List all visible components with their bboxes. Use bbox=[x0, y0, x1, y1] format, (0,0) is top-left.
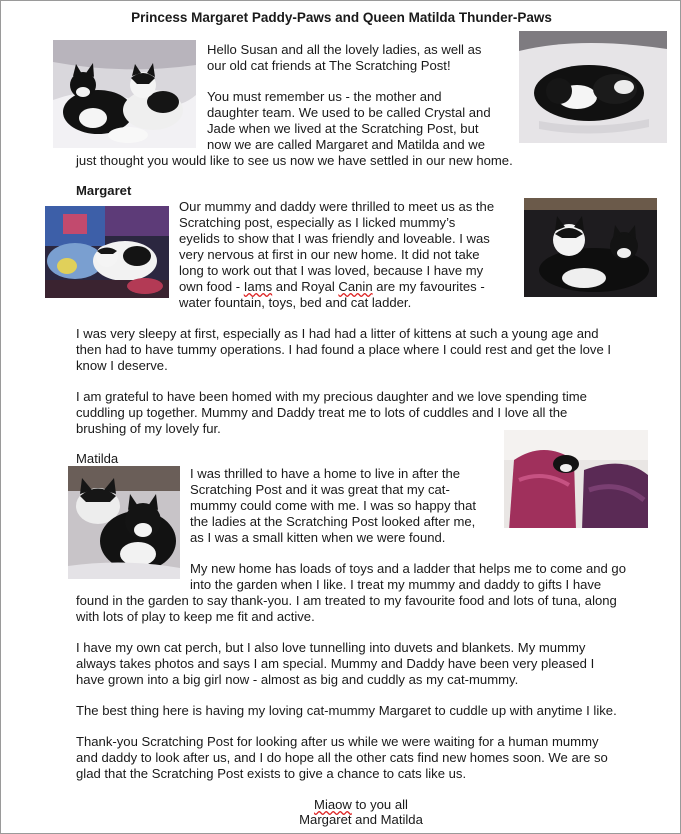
photo-cat-purple-cushion bbox=[504, 430, 648, 537]
margaret-para3-line: cuddling up together. Mummy and Daddy treat me to lots of cuddles and I love all the bbox=[76, 405, 568, 420]
photo-cats-close-up bbox=[68, 466, 180, 579]
food-intro: own food - bbox=[179, 279, 244, 294]
margaret-line: Our mummy and daddy were thrilled to meet us as the bbox=[179, 199, 495, 214]
margaret-line: very nervous at first in our new home. It did not take bbox=[179, 247, 480, 262]
margaret-line: eyelids to show that I was friendly and loveable. I was bbox=[179, 231, 490, 246]
margaret-para2-line: know I deserve. bbox=[76, 358, 168, 373]
matilda-line: Scratching Post and it was great that my cat- bbox=[190, 482, 450, 497]
photo-cats-dark-background bbox=[524, 198, 657, 297]
matilda-para3-line: I have my own cat perch, but I also love tunnelling into duvets and blankets. My mummy bbox=[76, 640, 586, 655]
intro-line: our old cat friends at The Scratching Post! bbox=[207, 58, 451, 73]
photo-cats-on-bed bbox=[53, 40, 196, 148]
matilda-line: as I was a small kitten when we were found. bbox=[190, 530, 446, 545]
matilda-para2-line: found in the garden to say thank-you. I am treated to my favourite food and lots of tuna, along bbox=[76, 593, 617, 608]
signoff-rest: to you all bbox=[351, 797, 408, 812]
margaret-para3-line: I am grateful to have been homed with my precious daughter and we love spending time bbox=[76, 389, 587, 404]
photo-cat-colourful-blanket bbox=[45, 206, 169, 298]
matilda-para4-line: The best thing here is having my loving cat-mummy Margaret to cuddle up with anytime I like. bbox=[76, 703, 617, 718]
food-and: and Royal bbox=[272, 279, 339, 294]
margaret-para3-line: brushing of my lovely fur. bbox=[76, 421, 221, 436]
signoff-line bbox=[1, 797, 681, 813]
margaret-line: water fountain, toys, bed and cat ladder. bbox=[179, 295, 412, 310]
matilda-para2-line: My new home has loads of toys and a ladder that helps me to come and go bbox=[190, 561, 626, 576]
food-rest: are my favourites - bbox=[372, 279, 485, 294]
matilda-para5-line: and daddy to look after us, and I do hope all the other cats find new homes soon. We are so bbox=[76, 750, 608, 765]
matilda-line: the ladies at the Scratching Post looked after me, bbox=[190, 514, 476, 529]
margaret-para2-line: I was very sleepy at first, especially as I had had a litter of kittens at such a young age and bbox=[76, 326, 599, 341]
section-heading-matilda: Matilda bbox=[76, 451, 119, 466]
signoff-names: Margaret and Matilda bbox=[299, 812, 423, 827]
page-title: Princess Margaret Paddy-Paws and Queen Matilda Thunder-Paws bbox=[131, 10, 552, 25]
photo-cats-curled bbox=[519, 31, 667, 143]
intro-line: now we are called Margaret and Matilda and we bbox=[207, 137, 486, 152]
margaret-line: Scratching post, especially as I licked mummy’s bbox=[179, 215, 456, 230]
matilda-line: mummy could come with me. I was so happy that bbox=[190, 498, 476, 513]
matilda-line: I was thrilled to have a home to live in after the bbox=[190, 466, 461, 481]
matilda-para2-line: with lots of play to keep me fit and active. bbox=[76, 609, 315, 624]
matilda-para5-line: Thank-you Scratching Post for looking after us while we were waiting for a human mummy bbox=[76, 734, 599, 749]
margaret-para2-line: then had to have tummy operations. I had found a place where I could rest and get the love I bbox=[76, 342, 612, 357]
signoff-miaow: Miaow bbox=[314, 797, 352, 812]
intro-line: daughter team. We used to be called Crystal and bbox=[207, 105, 491, 120]
matilda-para3-line: always takes photos and says I am special. Mummy and Daddy have been very pleased I bbox=[76, 656, 595, 671]
food-brand-canin: Canin bbox=[338, 279, 373, 294]
intro-line: just thought you would like to see us now we have settled in our new home. bbox=[76, 153, 513, 168]
matilda-para3-line: have grown into a big girl now - almost as big and cuddly as my cat-mummy. bbox=[76, 672, 519, 687]
intro-line: Jade when we lived at the Scratching Post, but bbox=[207, 121, 479, 136]
margaret-line: long to work out that I was loved, because I have my bbox=[179, 263, 484, 278]
food-brand-iams: Iams bbox=[243, 279, 273, 294]
matilda-para5-line: glad that the Scratching Post exists to give a chance to cats like us. bbox=[76, 766, 467, 781]
matilda-para2-line: into the garden when I like. I treat my mummy and daddy to gifts I have bbox=[190, 577, 602, 592]
section-heading-margaret: Margaret bbox=[76, 183, 132, 198]
margaret-food-line bbox=[179, 279, 485, 295]
intro-line: Hello Susan and all the lovely ladies, as well as bbox=[207, 42, 482, 57]
intro-line: You must remember us - the mother and bbox=[207, 89, 442, 104]
